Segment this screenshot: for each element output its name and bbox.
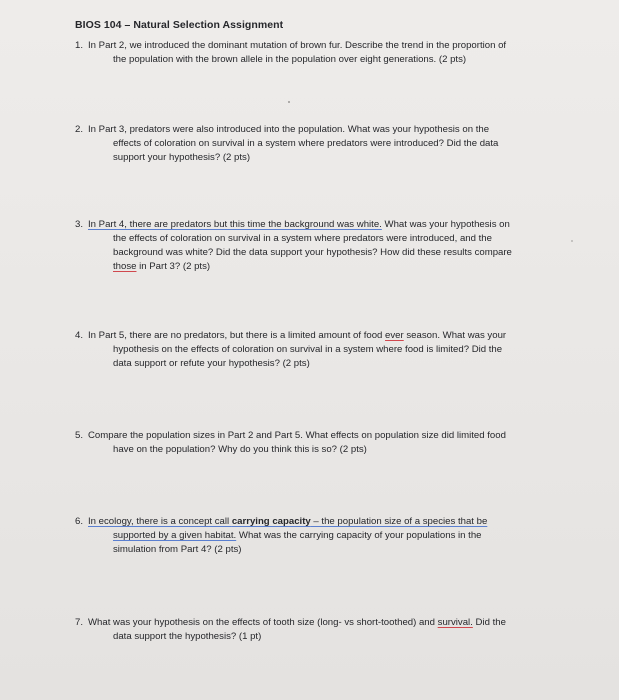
question-number: 3. [75, 219, 84, 230]
question-line [75, 515, 487, 529]
question-text: In Part 2, we introduced the dominant mutation of brown fur. Describe the trend in the proportion of [88, 40, 507, 51]
question-text: season. What was your [403, 330, 507, 341]
question-text: In Part 3, predators were also introduced into the population. What was your hypothesis on the [88, 124, 490, 135]
question-line [75, 260, 512, 274]
question-text: Compare the population sizes in Part 2 and Part 5. What effects on population size did limited food [88, 430, 506, 441]
question-line [75, 39, 506, 53]
question-number: 4. [75, 330, 84, 341]
question-line [75, 429, 506, 443]
question-text: simulation from Part 4? (2 pts) [113, 544, 242, 555]
question-2 [75, 123, 498, 165]
key-term: carrying capacity [231, 516, 311, 527]
question-text: the effects of coloration on survival in a system where predators were introduced, and the [113, 233, 492, 244]
underlined-text [88, 516, 487, 527]
question-text: What was your hypothesis on the effects of tooth size (long- vs short-toothed) and [88, 617, 438, 628]
question-4 [75, 329, 506, 371]
question-text: data support the hypothesis? (1 pt) [113, 631, 262, 642]
paper-speck [571, 240, 573, 242]
question-number: 5. [75, 430, 84, 441]
question-text: What was the carrying capacity of your populations in the [236, 530, 482, 541]
underlined-text: In Part 4, there are predators but this time the background was white. [88, 219, 382, 230]
question-text: In Part 5, there are no predators, but there is a limited amount of food [88, 330, 386, 341]
question-text: – the population size of a species that be [310, 516, 488, 527]
question-text: data support or refute your hypothesis? (2 pts) [113, 358, 310, 369]
spellcheck-underlined-text: those [113, 261, 137, 272]
question-line [75, 218, 512, 232]
question-text: in Part 3? (2 pts) [136, 261, 211, 272]
question-5 [75, 429, 506, 457]
assignment-title: BIOS 104 – Natural Selection Assignment [75, 19, 284, 31]
spellcheck-underlined-text: ever [385, 330, 404, 341]
question-line [75, 123, 498, 137]
question-7 [75, 616, 506, 644]
paper-speck [288, 101, 290, 103]
spellcheck-underlined-text: survival. [437, 617, 473, 628]
question-text: the population with the brown allele in the population over eight generations. (2 pts) [113, 54, 467, 65]
question-text: effects of coloration on survival in a system where predators were introduced? Did the data [113, 138, 499, 149]
question-text: Did the [472, 617, 506, 628]
question-text: hypothesis on the effects of coloration on survival in a system where food is limited? Did the [113, 344, 503, 355]
question-text: support your hypothesis? (2 pts) [113, 152, 251, 163]
question-6 [75, 515, 487, 557]
question-line [75, 529, 487, 543]
question-number: 1. [75, 40, 84, 51]
question-3 [75, 218, 512, 274]
question-number: 6. [75, 516, 84, 527]
underlined-text: supported by a given habitat. [113, 530, 237, 541]
question-line [75, 616, 506, 630]
question-line [75, 329, 506, 343]
question-number: 7. [75, 617, 84, 628]
question-text: In ecology, there is a concept call [88, 516, 232, 527]
question-1 [75, 39, 506, 67]
question-text: background was white? Did the data support your hypothesis? How did these results compare [113, 247, 512, 258]
question-text: have on the population? Why do you think this is so? (2 pts) [113, 444, 367, 455]
question-text: What was your hypothesis on [381, 219, 510, 230]
question-number: 2. [75, 124, 84, 135]
